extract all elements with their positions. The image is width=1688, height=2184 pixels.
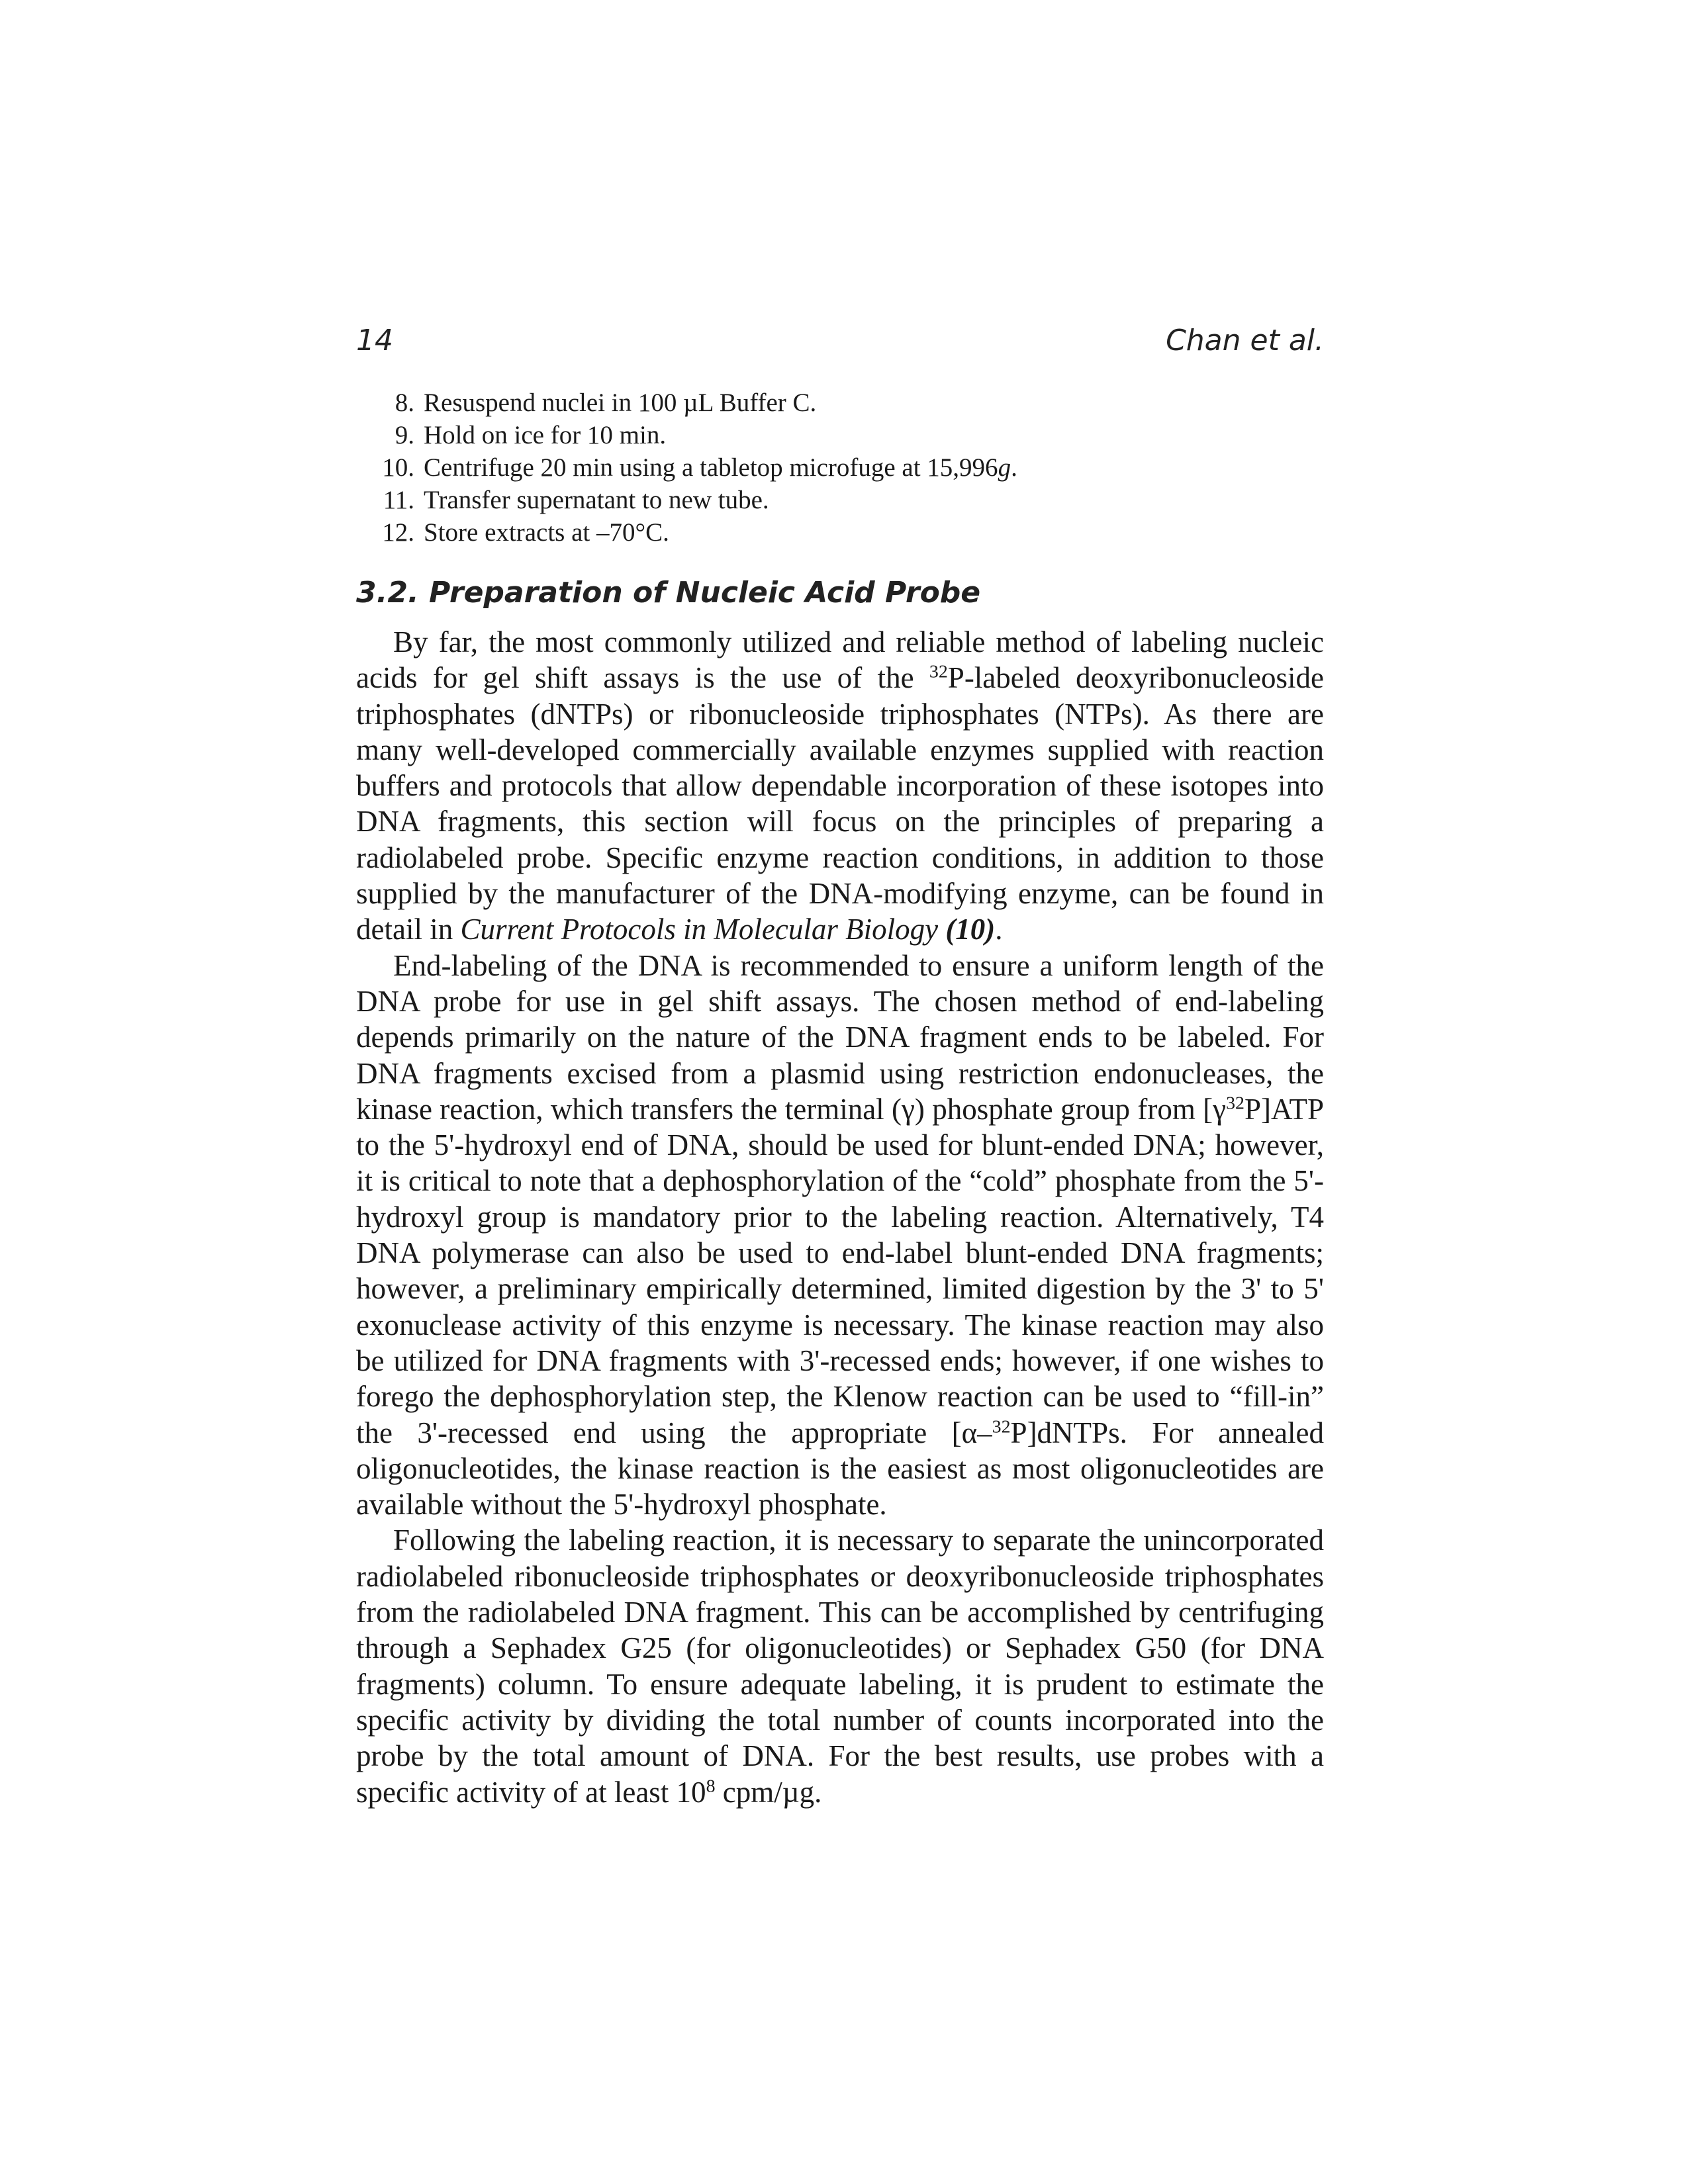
isotope-superscript: 32 xyxy=(992,1416,1011,1437)
reference-title: Current Protocols in Molecular Biology xyxy=(460,913,939,946)
paragraph-text: P-labeled deoxyribonucleoside triphosphates (dNTPs) or ribonucleoside triphosphates (NTPs). As there are many well-developed commercially available enzymes supplied with reaction buffers and protocols that allow dependable incorporation of these isotopes into DNA fragments, this section will focus on the principles of preparing a radiolabeled probe. Specific enzyme reaction conditions, in addition to those supplied by the manufacturer of the DNA-modifying enzyme, can be found in detail in xyxy=(356,661,1324,946)
list-item xyxy=(356,419,1324,451)
page-number: 14 xyxy=(356,324,393,357)
step-text: Resuspend nuclei in 100 µL Buffer C. xyxy=(424,388,817,417)
step-text-end: . xyxy=(1011,453,1017,482)
step-number: 9. xyxy=(395,421,414,449)
paragraph-text: . xyxy=(995,913,1003,946)
paragraph-text: cpm/µg. xyxy=(715,1775,822,1809)
step-number: 11. xyxy=(383,486,414,514)
list-item xyxy=(356,516,1324,549)
step-text: Transfer supernatant to new tube. xyxy=(424,486,769,514)
step-number: 8. xyxy=(395,388,414,417)
protocol-steps-list xyxy=(356,387,1324,549)
running-head-authors: Chan et al. xyxy=(1166,324,1324,357)
step-text xyxy=(424,451,1017,484)
reference-number-text: (10) xyxy=(945,913,996,946)
list-item xyxy=(356,387,1324,419)
paragraph-end-labeling xyxy=(356,948,1324,1523)
unit-g: g xyxy=(998,453,1011,482)
paragraph-text: Following the labeling reaction, it is necessary to separate the unincorporated radiolabeled ribonucleoside triphosphates or deoxyribonucleoside triphosphates from the radiolabeled DNA fragment. This can be accomplished by centrifuging through a Sephadex G25 (for oligonucleotides) or Sephadex G50 (for DNA fragments) column. To ensure adequate labeling, it is prudent to estimate the specific activity by dividing the total number of counts incorporated into the probe by the total amount of DNA. For the best results, use probes with a specific activity of at least 10 xyxy=(356,1524,1324,1809)
step-text-main: Centrifuge 20 min using a tabletop microfuge at 15,996 xyxy=(424,453,998,482)
paragraph-separation xyxy=(356,1522,1324,1809)
paragraph-text: P]ATP to the 5'-hydroxyl end of DNA, should be used for blunt-ended DNA; however, it is critical to note that a dephosphorylation of the “cold” phosphate from the 5'-hydroxyl group is mandatory prior to the labeling reaction. Alternatively, T4 DNA polymerase can also be used to end-label blunt-ended DNA fragments; however, a preliminary empirically determined, limited digestion by the 3' to 5' exonuclease activity of this enzyme is necessary. The kinase reaction may also be utilized for DNA fragments with 3'-recessed ends; however, if one wishes to forego the dephosphorylation step, the Klenow reaction can be used to “fill-in” the 3'-recessed end using the appropriate [α– xyxy=(356,1092,1324,1449)
isotope-superscript: 32 xyxy=(929,661,948,682)
reference-number xyxy=(945,913,995,946)
list-item xyxy=(356,451,1324,484)
paragraph-labeling-methods xyxy=(356,624,1324,948)
paragraph-text: End-labeling of the DNA is recommended to ensure a uniform length of the DNA probe for use in gel shift assays. The chosen method of end-labeling depends primarily on the nature of the DNA fragment ends to be labeled. For DNA fragments excised from a plasmid using restriction endonucleases, the kinase reaction, which transfers the terminal (γ) phosphate group from [γ xyxy=(356,948,1324,1126)
list-item xyxy=(356,484,1324,516)
exponent-superscript: 8 xyxy=(706,1776,716,1797)
section-heading: 3.2. Preparation of Nucleic Acid Probe xyxy=(356,576,981,610)
isotope-superscript: 32 xyxy=(1226,1093,1244,1114)
paragraph-text: By far, the most commonly utilized and reliable method of labeling nucleic acids for gel shift assays is the use of the xyxy=(356,625,1324,695)
step-number: 12. xyxy=(382,518,414,547)
running-header xyxy=(356,321,1324,361)
step-text: Store extracts at –70°C. xyxy=(424,518,669,547)
step-number: 10. xyxy=(382,453,414,482)
step-text: Hold on ice for 10 min. xyxy=(424,421,667,449)
section-body xyxy=(356,624,1324,1810)
paragraph-text: P]dNTPs. For annealed oligonucleotides, the kinase reaction is the easiest as most oligonucleotides are available without the 5'-hydroxyl phosphate. xyxy=(356,1416,1324,1522)
